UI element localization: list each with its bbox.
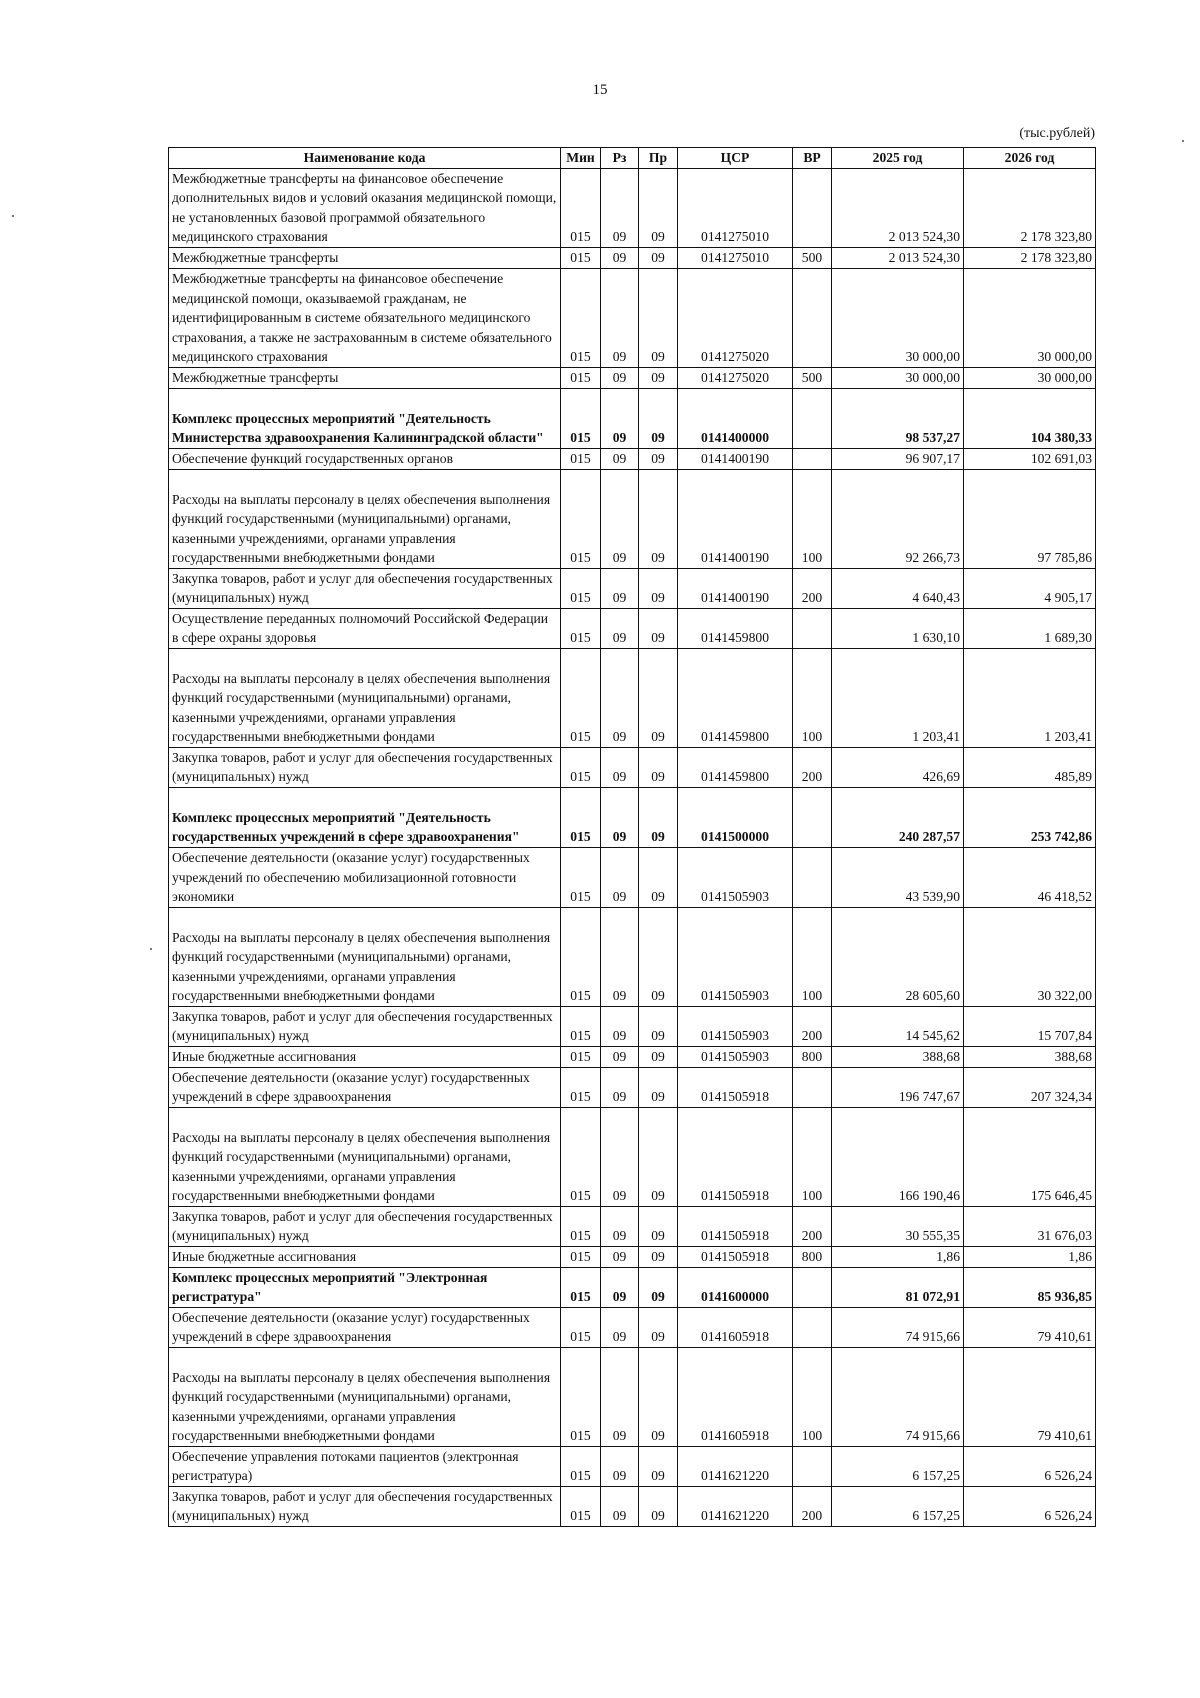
- table-row: [169, 448, 1096, 469]
- row-vr: [793, 608, 832, 648]
- row-csr: 0141275020: [678, 367, 793, 388]
- row-csr: 0141505918: [678, 1246, 793, 1267]
- row-pr: 09: [639, 1046, 678, 1067]
- row-2025: 14 545,62: [832, 1006, 964, 1046]
- table-row: [169, 747, 1096, 787]
- row-rz: 09: [601, 608, 639, 648]
- row-2025: 43 539,90: [832, 847, 964, 907]
- row-csr: 0141275020: [678, 268, 793, 367]
- row-2025: 28 605,60: [832, 907, 964, 1006]
- row-csr: 0141505918: [678, 1067, 793, 1107]
- row-name: Закупка товаров, работ и услуг для обеспечения государственных (муниципальных) нужд: [169, 747, 561, 787]
- row-vr: [793, 268, 832, 367]
- row-csr: 0141605918: [678, 1347, 793, 1446]
- row-min: 015: [561, 1206, 601, 1246]
- row-min: 015: [561, 907, 601, 1006]
- row-min: 015: [561, 1347, 601, 1446]
- table-row: [169, 1107, 1096, 1206]
- row-min: 015: [561, 608, 601, 648]
- table-row: [169, 787, 1096, 847]
- row-name: Расходы на выплаты персоналу в целях обеспечения выполнения функций государственными (муниципальными) органами, казенными учреждениями, органами управления государственными внебюджетными фондами: [169, 648, 561, 747]
- row-pr: 09: [639, 608, 678, 648]
- table-row: [169, 847, 1096, 907]
- row-pr: 09: [639, 1107, 678, 1206]
- row-vr: 500: [793, 367, 832, 388]
- row-2026: 1 203,41: [964, 648, 1096, 747]
- row-2026: 6 526,24: [964, 1486, 1096, 1526]
- row-2026: 97 785,86: [964, 469, 1096, 568]
- table-row: [169, 608, 1096, 648]
- row-min: 015: [561, 568, 601, 608]
- row-2025: 4 640,43: [832, 568, 964, 608]
- row-name: Обеспечение управления потоками пациентов (электронная регистратура): [169, 1446, 561, 1486]
- row-csr: 0141605918: [678, 1307, 793, 1347]
- row-rz: 09: [601, 648, 639, 747]
- row-2026: 207 324,34: [964, 1067, 1096, 1107]
- row-rz: 09: [601, 448, 639, 469]
- row-pr: 09: [639, 448, 678, 469]
- row-2026: 31 676,03: [964, 1206, 1096, 1246]
- row-name: Иные бюджетные ассигнования: [169, 1246, 561, 1267]
- row-min: 015: [561, 1307, 601, 1347]
- row-csr: 0141275010: [678, 168, 793, 247]
- row-pr: 09: [639, 1347, 678, 1446]
- col-header-2025: 2025 год: [832, 148, 964, 169]
- row-2026: 4 905,17: [964, 568, 1096, 608]
- row-vr: [793, 787, 832, 847]
- row-2025: 74 915,66: [832, 1347, 964, 1446]
- row-min: 015: [561, 747, 601, 787]
- row-name: Закупка товаров, работ и услуг для обеспечения государственных (муниципальных) нужд: [169, 568, 561, 608]
- row-pr: 09: [639, 747, 678, 787]
- row-min: 015: [561, 1046, 601, 1067]
- row-2025: 81 072,91: [832, 1267, 964, 1307]
- row-rz: 09: [601, 1206, 639, 1246]
- row-csr: 0141505918: [678, 1107, 793, 1206]
- row-pr: 09: [639, 648, 678, 747]
- row-vr: [793, 168, 832, 247]
- row-min: 015: [561, 847, 601, 907]
- row-2026: 30 000,00: [964, 367, 1096, 388]
- row-2026: 30 322,00: [964, 907, 1096, 1006]
- row-name: Осуществление переданных полномочий Российской Федерации в сфере охраны здоровья: [169, 608, 561, 648]
- row-csr: 0141459800: [678, 608, 793, 648]
- row-min: 015: [561, 1267, 601, 1307]
- row-2025: 2 013 524,30: [832, 168, 964, 247]
- row-vr: 800: [793, 1046, 832, 1067]
- row-rz: 09: [601, 388, 639, 448]
- row-pr: 09: [639, 367, 678, 388]
- row-name: Межбюджетные трансферты: [169, 247, 561, 268]
- row-2026: 79 410,61: [964, 1307, 1096, 1347]
- row-csr: 0141621220: [678, 1446, 793, 1486]
- row-vr: 100: [793, 648, 832, 747]
- table-row: [169, 1246, 1096, 1267]
- row-rz: 09: [601, 1107, 639, 1206]
- col-header-csr: ЦСР: [678, 148, 793, 169]
- row-2026: 175 646,45: [964, 1107, 1096, 1206]
- row-name: Обеспечение деятельности (оказание услуг) государственных учреждений в сфере здравоохранения: [169, 1067, 561, 1107]
- row-rz: 09: [601, 787, 639, 847]
- table-row: [169, 648, 1096, 747]
- row-pr: 09: [639, 268, 678, 367]
- row-vr: 100: [793, 907, 832, 1006]
- row-name: Расходы на выплаты персоналу в целях обеспечения выполнения функций государственными (муниципальными) органами, казенными учреждениями, органами управления государственными внебюджетными фондами: [169, 1107, 561, 1206]
- row-vr: [793, 1307, 832, 1347]
- row-vr: 200: [793, 1486, 832, 1526]
- row-min: 015: [561, 1067, 601, 1107]
- row-csr: 0141505903: [678, 1046, 793, 1067]
- row-csr: 0141400190: [678, 469, 793, 568]
- row-name: Обеспечение деятельности (оказание услуг) государственных учреждений в сфере здравоохранения: [169, 1307, 561, 1347]
- row-2025: 96 907,17: [832, 448, 964, 469]
- row-2026: 15 707,84: [964, 1006, 1096, 1046]
- row-csr: 0141505918: [678, 1206, 793, 1246]
- row-name: Комплекс процессных мероприятий "Электронная регистратура": [169, 1267, 561, 1307]
- row-min: 015: [561, 1246, 601, 1267]
- row-vr: 200: [793, 1006, 832, 1046]
- row-pr: 09: [639, 1307, 678, 1347]
- row-name: Расходы на выплаты персоналу в целях обеспечения выполнения функций государственными (муниципальными) органами, казенными учреждениями, органами управления государственными внебюджетными фондами: [169, 1347, 561, 1446]
- row-vr: [793, 847, 832, 907]
- units-label: (тыс.рублей): [1019, 126, 1095, 141]
- row-vr: 200: [793, 747, 832, 787]
- row-2025: 30 000,00: [832, 367, 964, 388]
- row-name: Межбюджетные трансферты на финансовое обеспечение дополнительных видов и условий оказания медицинской помощи, не установленных базовой программой обязательного медицинского страхования: [169, 168, 561, 247]
- row-min: 015: [561, 1006, 601, 1046]
- row-name: Расходы на выплаты персоналу в целях обеспечения выполнения функций государственными (муниципальными) органами, казенными учреждениями, органами управления государственными внебюджетными фондами: [169, 907, 561, 1006]
- table-row: [169, 268, 1096, 367]
- row-vr: 100: [793, 1347, 832, 1446]
- row-csr: 0141600000: [678, 1267, 793, 1307]
- row-2026: 85 936,85: [964, 1267, 1096, 1307]
- row-2026: 79 410,61: [964, 1347, 1096, 1446]
- row-vr: [793, 1267, 832, 1307]
- col-header-vr: ВР: [793, 148, 832, 169]
- row-2026: 253 742,86: [964, 787, 1096, 847]
- row-pr: 09: [639, 847, 678, 907]
- row-name: Межбюджетные трансферты на финансовое обеспечение медицинской помощи, оказываемой гражданам, не идентифицированным в системе обязательного медицинского страхования, а также не застрахованным в системе обязательного медицинского страхования: [169, 268, 561, 367]
- table-row: [169, 367, 1096, 388]
- row-rz: 09: [601, 1267, 639, 1307]
- scan-speck: [150, 948, 152, 950]
- row-pr: 09: [639, 1006, 678, 1046]
- row-pr: 09: [639, 1267, 678, 1307]
- row-rz: 09: [601, 907, 639, 1006]
- row-2025: 1 203,41: [832, 648, 964, 747]
- row-2026: 2 178 323,80: [964, 247, 1096, 268]
- row-name: Межбюджетные трансферты: [169, 367, 561, 388]
- row-name: Комплекс процессных мероприятий "Деятельность Министерства здравоохранения Калининградской области": [169, 388, 561, 448]
- row-2025: 2 013 524,30: [832, 247, 964, 268]
- row-vr: 800: [793, 1246, 832, 1267]
- row-csr: 0141505903: [678, 907, 793, 1006]
- table-body: [169, 168, 1096, 1526]
- row-vr: [793, 1067, 832, 1107]
- row-csr: 0141459800: [678, 747, 793, 787]
- row-2025: 1 630,10: [832, 608, 964, 648]
- row-pr: 09: [639, 1067, 678, 1107]
- row-vr: 100: [793, 1107, 832, 1206]
- row-pr: 09: [639, 1486, 678, 1526]
- row-2026: 102 691,03: [964, 448, 1096, 469]
- row-name: Расходы на выплаты персоналу в целях обеспечения выполнения функций государственными (муниципальными) органами, казенными учреждениями, органами управления государственными внебюджетными фондами: [169, 469, 561, 568]
- row-2026: 2 178 323,80: [964, 168, 1096, 247]
- table-row: [169, 1347, 1096, 1446]
- table-row: [169, 168, 1096, 247]
- row-csr: 0141400190: [678, 568, 793, 608]
- row-2025: 74 915,66: [832, 1307, 964, 1347]
- row-rz: 09: [601, 247, 639, 268]
- table-row: [169, 247, 1096, 268]
- row-rz: 09: [601, 1486, 639, 1526]
- row-2025: 240 287,57: [832, 787, 964, 847]
- row-pr: 09: [639, 388, 678, 448]
- row-rz: 09: [601, 1246, 639, 1267]
- row-vr: 100: [793, 469, 832, 568]
- row-name: Иные бюджетные ассигнования: [169, 1046, 561, 1067]
- row-name: Комплекс процессных мероприятий "Деятельность государственных учреждений в сфере здравоохранения": [169, 787, 561, 847]
- row-rz: 09: [601, 568, 639, 608]
- table-row: [169, 1006, 1096, 1046]
- row-pr: 09: [639, 568, 678, 608]
- row-min: 015: [561, 469, 601, 568]
- row-min: 015: [561, 268, 601, 367]
- row-2026: 1,86: [964, 1246, 1096, 1267]
- row-2026: 30 000,00: [964, 268, 1096, 367]
- row-2026: 6 526,24: [964, 1446, 1096, 1486]
- row-rz: 09: [601, 747, 639, 787]
- row-vr: 200: [793, 568, 832, 608]
- row-pr: 09: [639, 168, 678, 247]
- scan-speck: [1182, 140, 1184, 142]
- table-row: [169, 388, 1096, 448]
- table-row: [169, 1307, 1096, 1347]
- row-2025: 1,86: [832, 1246, 964, 1267]
- row-pr: 09: [639, 469, 678, 568]
- table-row: [169, 469, 1096, 568]
- row-2025: 6 157,25: [832, 1446, 964, 1486]
- col-header-rz: Рз: [601, 148, 639, 169]
- row-rz: 09: [601, 168, 639, 247]
- row-2026: 104 380,33: [964, 388, 1096, 448]
- row-2025: 196 747,67: [832, 1067, 964, 1107]
- row-name: Обеспечение функций государственных органов: [169, 448, 561, 469]
- row-2025: 92 266,73: [832, 469, 964, 568]
- row-rz: 09: [601, 268, 639, 367]
- row-vr: 500: [793, 247, 832, 268]
- row-csr: 0141400000: [678, 388, 793, 448]
- row-rz: 09: [601, 1006, 639, 1046]
- row-csr: 0141275010: [678, 247, 793, 268]
- row-min: 015: [561, 247, 601, 268]
- row-2026: 46 418,52: [964, 847, 1096, 907]
- row-2026: 485,89: [964, 747, 1096, 787]
- row-pr: 09: [639, 247, 678, 268]
- row-min: 015: [561, 1486, 601, 1526]
- row-vr: [793, 388, 832, 448]
- table-row: [169, 1046, 1096, 1067]
- row-2025: 6 157,25: [832, 1486, 964, 1526]
- row-vr: [793, 1446, 832, 1486]
- row-rz: 09: [601, 469, 639, 568]
- row-rz: 09: [601, 1046, 639, 1067]
- row-min: 015: [561, 1107, 601, 1206]
- row-rz: 09: [601, 1307, 639, 1347]
- table-row: [169, 1486, 1096, 1526]
- row-csr: 0141505903: [678, 847, 793, 907]
- row-vr: [793, 448, 832, 469]
- col-header-pr: Пр: [639, 148, 678, 169]
- row-min: 015: [561, 168, 601, 247]
- col-header-2026: 2026 год: [964, 148, 1096, 169]
- col-header-name: Наименование кода: [169, 148, 561, 169]
- table-row: [169, 1446, 1096, 1486]
- row-min: 015: [561, 367, 601, 388]
- row-2025: 166 190,46: [832, 1107, 964, 1206]
- row-pr: 09: [639, 1446, 678, 1486]
- budget-table: [168, 147, 1096, 1527]
- row-rz: 09: [601, 1347, 639, 1446]
- row-2025: 388,68: [832, 1046, 964, 1067]
- table-row: [169, 1067, 1096, 1107]
- row-min: 015: [561, 1446, 601, 1486]
- page-number: 15: [592, 82, 608, 98]
- col-header-min: Мин: [561, 148, 601, 169]
- row-csr: 0141621220: [678, 1486, 793, 1526]
- row-min: 015: [561, 648, 601, 747]
- row-2026: 388,68: [964, 1046, 1096, 1067]
- table-row: [169, 1267, 1096, 1307]
- table-row: [169, 1206, 1096, 1246]
- row-pr: 09: [639, 1246, 678, 1267]
- row-2025: 30 555,35: [832, 1206, 964, 1246]
- row-csr: 0141505903: [678, 1006, 793, 1046]
- row-rz: 09: [601, 1067, 639, 1107]
- row-name: Закупка товаров, работ и услуг для обеспечения государственных (муниципальных) нужд: [169, 1486, 561, 1526]
- row-2026: 1 689,30: [964, 608, 1096, 648]
- row-2025: 98 537,27: [832, 388, 964, 448]
- row-name: Закупка товаров, работ и услуг для обеспечения государственных (муниципальных) нужд: [169, 1006, 561, 1046]
- row-pr: 09: [639, 1206, 678, 1246]
- scan-speck: [12, 215, 14, 217]
- row-name: Закупка товаров, работ и услуг для обеспечения государственных (муниципальных) нужд: [169, 1206, 561, 1246]
- row-rz: 09: [601, 1446, 639, 1486]
- row-vr: 200: [793, 1206, 832, 1246]
- row-rz: 09: [601, 847, 639, 907]
- table-row: [169, 568, 1096, 608]
- row-min: 015: [561, 448, 601, 469]
- row-min: 015: [561, 787, 601, 847]
- row-2025: 426,69: [832, 747, 964, 787]
- row-pr: 09: [639, 907, 678, 1006]
- table-row: [169, 907, 1096, 1006]
- row-rz: 09: [601, 367, 639, 388]
- row-name: Обеспечение деятельности (оказание услуг) государственных учреждений по обеспечению мобилизационной готовности экономики: [169, 847, 561, 907]
- row-csr: 0141400190: [678, 448, 793, 469]
- row-min: 015: [561, 388, 601, 448]
- table-header-row: [169, 148, 1096, 169]
- row-csr: 0141500000: [678, 787, 793, 847]
- row-csr: 0141459800: [678, 648, 793, 747]
- row-pr: 09: [639, 787, 678, 847]
- row-2025: 30 000,00: [832, 268, 964, 367]
